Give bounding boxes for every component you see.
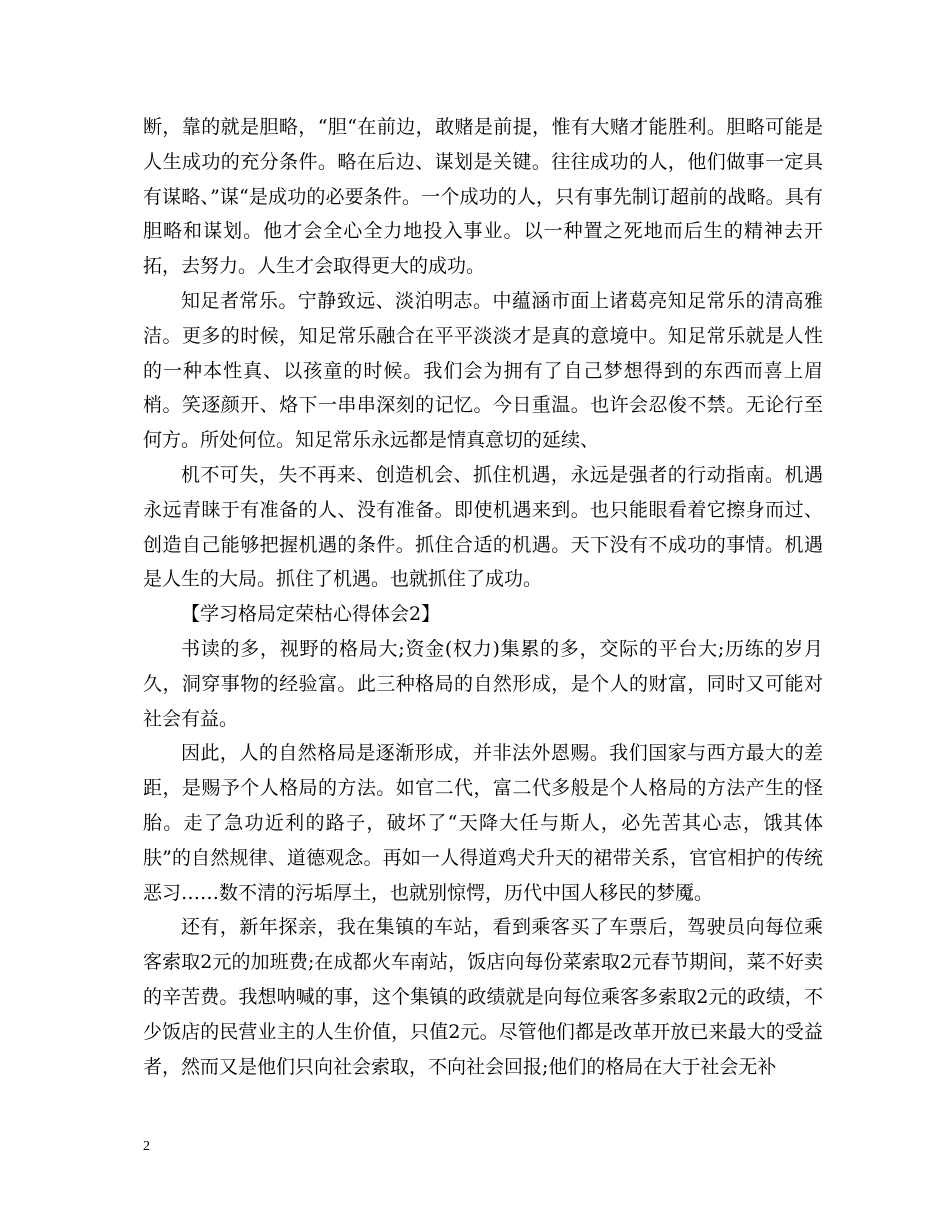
paragraph-3: 机不可失，失不再来、创造机会、抓住机遇，永远是强者的行动指南。机遇永远青睐于有准备的人、没有准备。即使机遇来到。也只能眼看着它擦身而过、创造自己能够把握机遇的条件。抓住合适的机遇。天下没有不成功的事情。机遇是人生的大局。抓住了机遇。也就抓住了成功。 <box>143 463 823 591</box>
page-number: 2 <box>143 1139 150 1154</box>
section-heading: 【学习格局定荣枯心得体会2】 <box>181 603 441 626</box>
paragraph-1: 断，靠的就是胆略，“胆“在前边，敢赌是前提，惟有大赌才能胜利。胆略可能是人生成功的充分条件。略在后边、谋划是关键。往往成功的人，他们做事一定具有谋略、”谋“是成功的必要条件。一个成功的人，只有事先制订超前的战略。具有胆略和谋划。他才会全心全力地投入事业。以一种置之死地而后生的精神去开拓，去努力。人生才会取得更大的成功。 <box>143 116 823 278</box>
paragraph-5: 因此，人的自然格局是逐渐形成，并非法外恩赐。我们国家与西方最大的差距，是赐予个人格局的方法。如官二代，富二代多般是个人格局的方法产生的怪胎。走了急功近利的路子，破坏了“天降大任与斯人，必先苦其心志，饿其体肤”的自然规律、道德观念。再如一人得道鸡犬升天的裙带关系，官官相护的传统恶习……数不清的污垢厚土，也就别惊愕，历代中国人移民的梦魇。 <box>143 742 823 904</box>
paragraph-4: 书读的多，视野的格局大;资金(权力)集累的多，交际的平台大;历练的岁月久，洞穿事物的经验富。此三种格局的自然形成，是个人的财富，同时又可能对社会有益。 <box>143 637 823 730</box>
paragraph-6: 还有，新年探亲，我在集镇的车站，看到乘客买了车票后，驾驶员向每位乘客索取2元的加班费;在成都火车南站，饭店向每份菜索取2元春节期间，菜不好卖的辛苦费。我想呐喊的事，这个集镇的政绩就是向每位乘客多索取2元的政绩，不少饭店的民营业主的人生价值，只值2元。尽管他们都是改革开放已来最大的受益者，然而又是他们只向社会索取，不向社会回报;他们的格局在大于社会无补 <box>143 916 823 1078</box>
paragraph-2: 知足者常乐。宁静致远、淡泊明志。中蕴涵市面上诸葛亮知足常乐的清高雅洁。更多的时候，知足常乐融合在平平淡淡才是真的意境中。知足常乐就是人性的一种本性真、以孩童的时候。我们会为拥有了自己梦想得到的东西而喜上眉梢。笑逐颜开、烙下一串串深刻的记忆。今日重温。也许会忍俊不禁。无论行至何方。所处何位。知足常乐永远都是情真意切的延续、 <box>143 289 823 452</box>
document-body <box>143 110 823 1084</box>
